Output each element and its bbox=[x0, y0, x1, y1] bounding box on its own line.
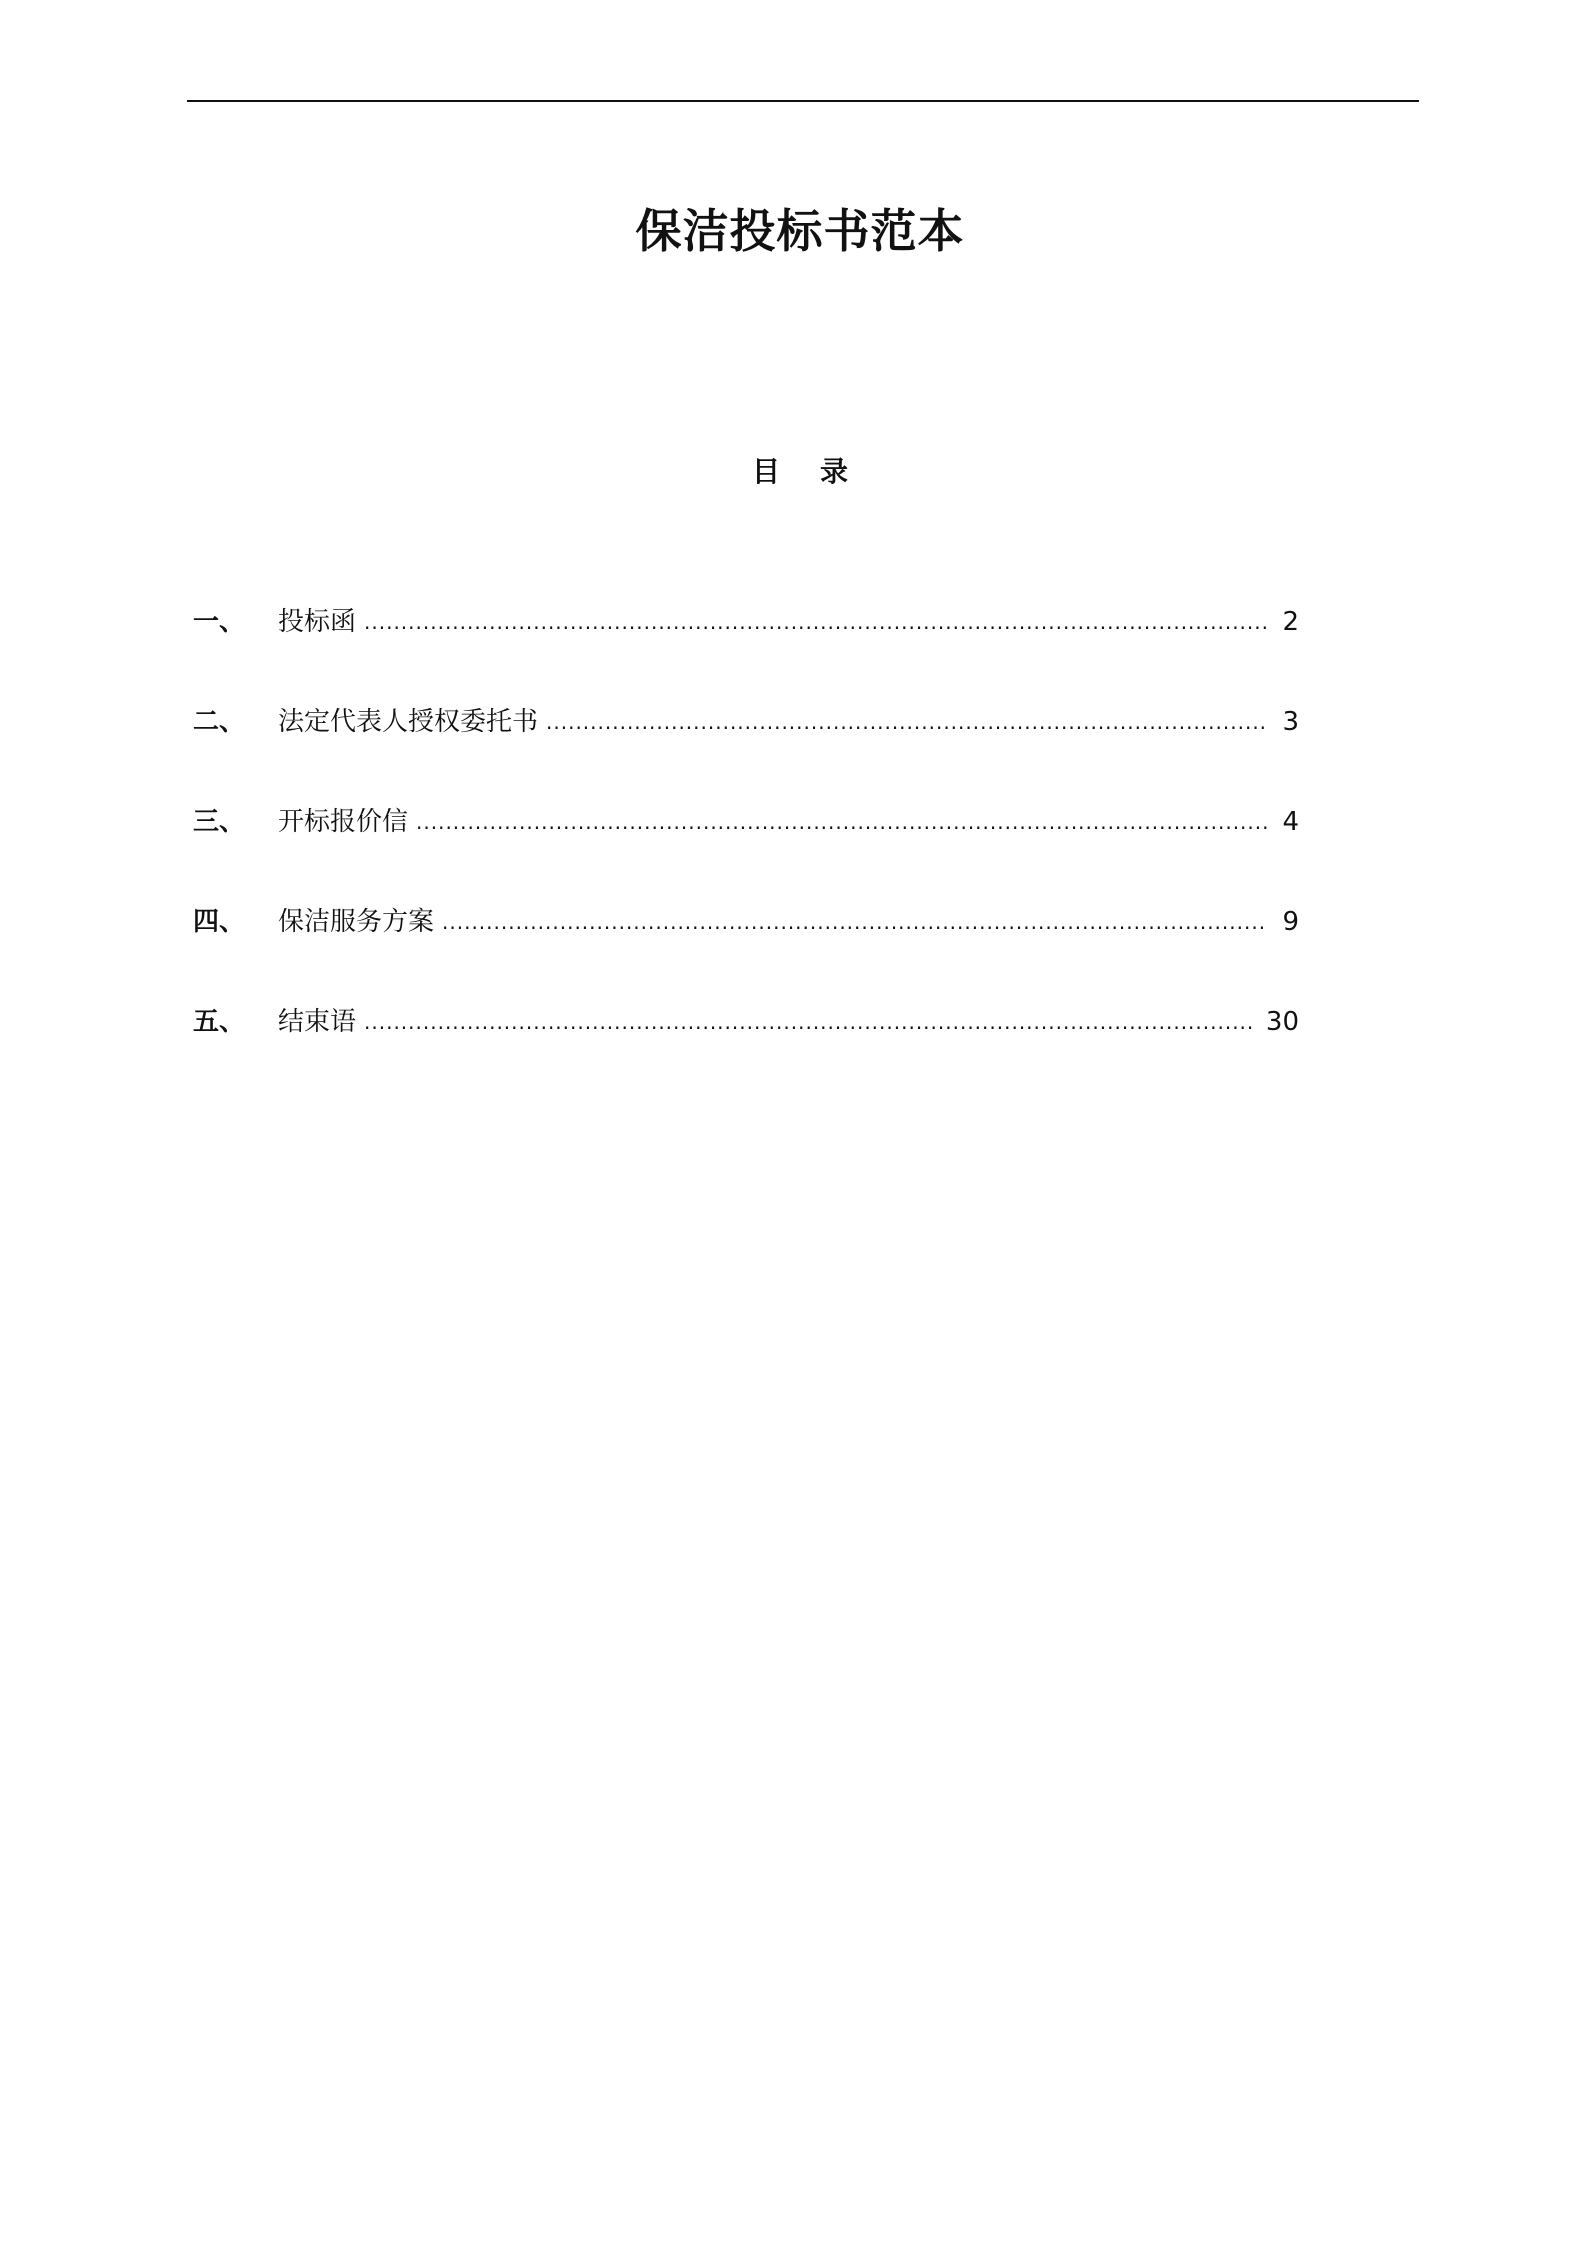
toc-entry-label[interactable]: 保洁服务方案 bbox=[278, 907, 435, 937]
toc-entry-label[interactable]: 结束语 bbox=[278, 1007, 357, 1037]
toc-heading bbox=[0, 455, 1586, 488]
toc-dot-leader bbox=[364, 1000, 1256, 1044]
toc-entry-page[interactable]: 2 bbox=[1282, 607, 1299, 637]
toc-entry[interactable] bbox=[193, 600, 1299, 700]
toc-entry[interactable] bbox=[193, 700, 1299, 800]
toc-entry-number: 五、 bbox=[193, 1007, 246, 1037]
toc-entry[interactable] bbox=[193, 1000, 1299, 1100]
toc-dot-leader bbox=[364, 600, 1267, 644]
toc-entry[interactable] bbox=[193, 800, 1299, 900]
toc-entry[interactable] bbox=[193, 900, 1299, 1000]
toc-entry-number: 四、 bbox=[193, 907, 246, 937]
toc-dot-leader bbox=[416, 800, 1267, 844]
toc-dot-leader bbox=[546, 700, 1267, 744]
toc-heading-left: 目 bbox=[751, 455, 780, 488]
toc-entry-label[interactable]: 法定代表人授权委托书 bbox=[278, 707, 539, 737]
document-title: 保洁投标书范本 bbox=[635, 204, 965, 258]
toc-entry-page[interactable]: 9 bbox=[1282, 907, 1299, 937]
toc-dot-leader bbox=[442, 900, 1267, 944]
toc-entry-page[interactable]: 3 bbox=[1282, 707, 1299, 737]
toc-entry-label[interactable]: 投标函 bbox=[278, 607, 357, 637]
toc-entry-page[interactable]: 30 bbox=[1265, 1007, 1299, 1037]
header-rule bbox=[187, 100, 1419, 102]
toc-entry-label[interactable]: 开标报价信 bbox=[278, 807, 409, 837]
toc-entry-number: 三、 bbox=[193, 807, 246, 837]
table-of-contents bbox=[193, 600, 1299, 1100]
toc-entry-number: 一、 bbox=[193, 607, 246, 637]
toc-entry-page[interactable]: 4 bbox=[1282, 807, 1299, 837]
toc-entry-number: 二、 bbox=[193, 707, 246, 737]
toc-heading-right: 录 bbox=[820, 455, 849, 488]
